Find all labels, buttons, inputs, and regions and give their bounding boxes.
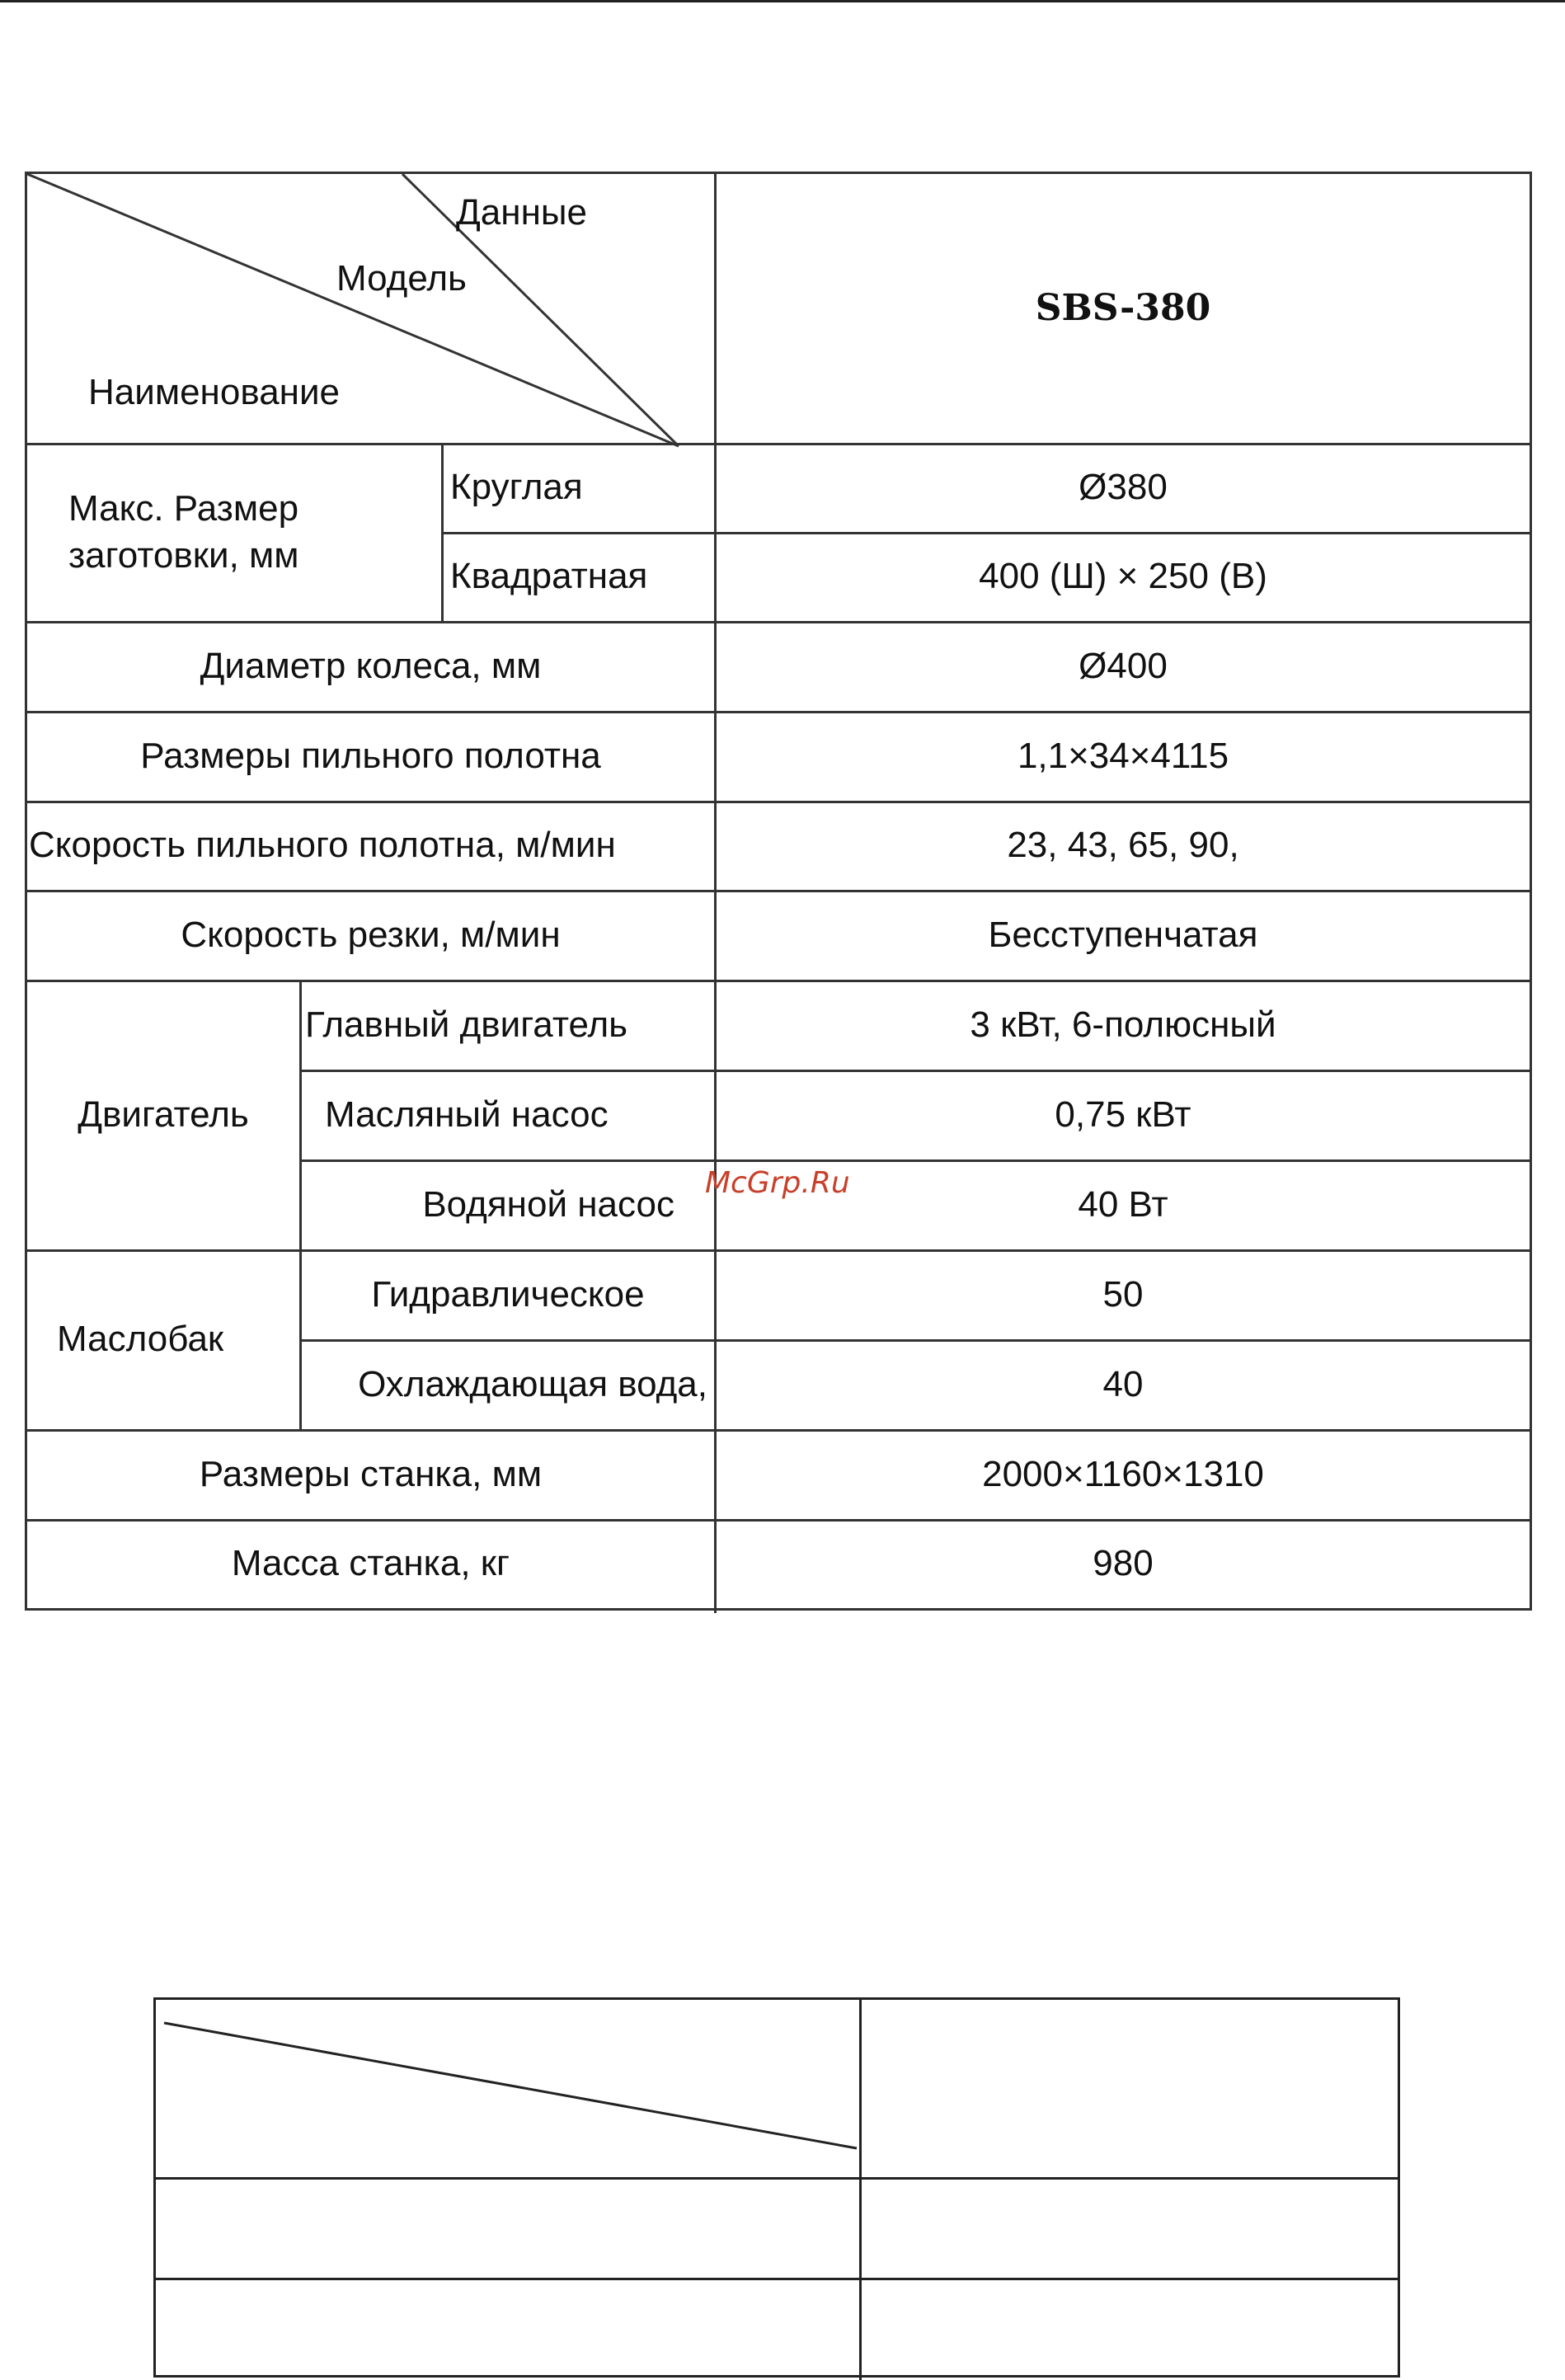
blank-table <box>153 1997 1400 2378</box>
coolant-label: Охлаждающая вода, <box>358 1363 707 1404</box>
main-motor-value: 3 кВт, 6-полюсный <box>970 1004 1276 1045</box>
header-data-label: Данные <box>456 192 587 233</box>
oil-pump-label: Масляный насос <box>325 1094 609 1135</box>
cut-speed-value: Бесступенчатая <box>988 914 1258 955</box>
spec-table <box>25 172 1532 1611</box>
square-label: Квадратная <box>450 556 648 597</box>
oil-pump-value: 0,75 кВт <box>1055 1094 1191 1135</box>
wheel-diameter-label: Диаметр колеса, мм <box>200 645 542 686</box>
blade-speed-value: 23, 43, 65, 90, <box>1007 825 1239 866</box>
hydraulic-label: Гидравлическое <box>371 1273 645 1315</box>
machine-size-value: 2000×1160×1310 <box>982 1453 1264 1494</box>
max-size-label: Макс. Размер заготовки, мм <box>68 487 299 576</box>
model-title: SBS-380 <box>1035 287 1211 330</box>
blank-table-divider <box>859 2000 862 2380</box>
cut-speed-label: Скорость резки, м/мин <box>181 914 561 955</box>
header-model-label: Модель <box>336 258 467 299</box>
top-rule <box>0 0 1565 2</box>
machine-mass-label: Масса станка, кг <box>231 1543 510 1584</box>
blank-table-diagonal <box>156 2000 1403 2380</box>
machine-mass-value: 980 <box>1093 1543 1154 1584</box>
machine-size-label: Размеры станка, мм <box>199 1453 543 1494</box>
blade-speed-label: Скорость пильного полотна, м/мин <box>29 825 616 866</box>
round-label: Круглая <box>450 467 583 508</box>
wheel-diameter-value: Ø400 <box>1079 645 1168 686</box>
coolant-value: 40 <box>1102 1363 1144 1404</box>
blade-size-label: Размеры пильного полотна <box>140 735 601 776</box>
blade-size-value: 1,1×34×4115 <box>1017 735 1229 776</box>
hydraulic-value: 50 <box>1102 1273 1144 1315</box>
water-pump-label: Водяной насос <box>422 1183 674 1225</box>
header-name-label: Наименование <box>88 372 341 412</box>
square-value: 400 (Ш) × 250 (В) <box>979 556 1267 597</box>
oil-tank-label: Маслобак <box>57 1319 224 1360</box>
round-value: Ø380 <box>1079 467 1168 508</box>
watermark-text: McGrp.Ru <box>705 1166 850 1200</box>
water-pump-value: 40 Вт <box>1078 1183 1168 1225</box>
motor-label: Двигатель <box>78 1094 249 1135</box>
blank-table-row-line <box>156 2177 1398 2180</box>
main-motor-label: Главный двигатель <box>305 1004 628 1045</box>
blank-table-row-line <box>156 2278 1398 2280</box>
